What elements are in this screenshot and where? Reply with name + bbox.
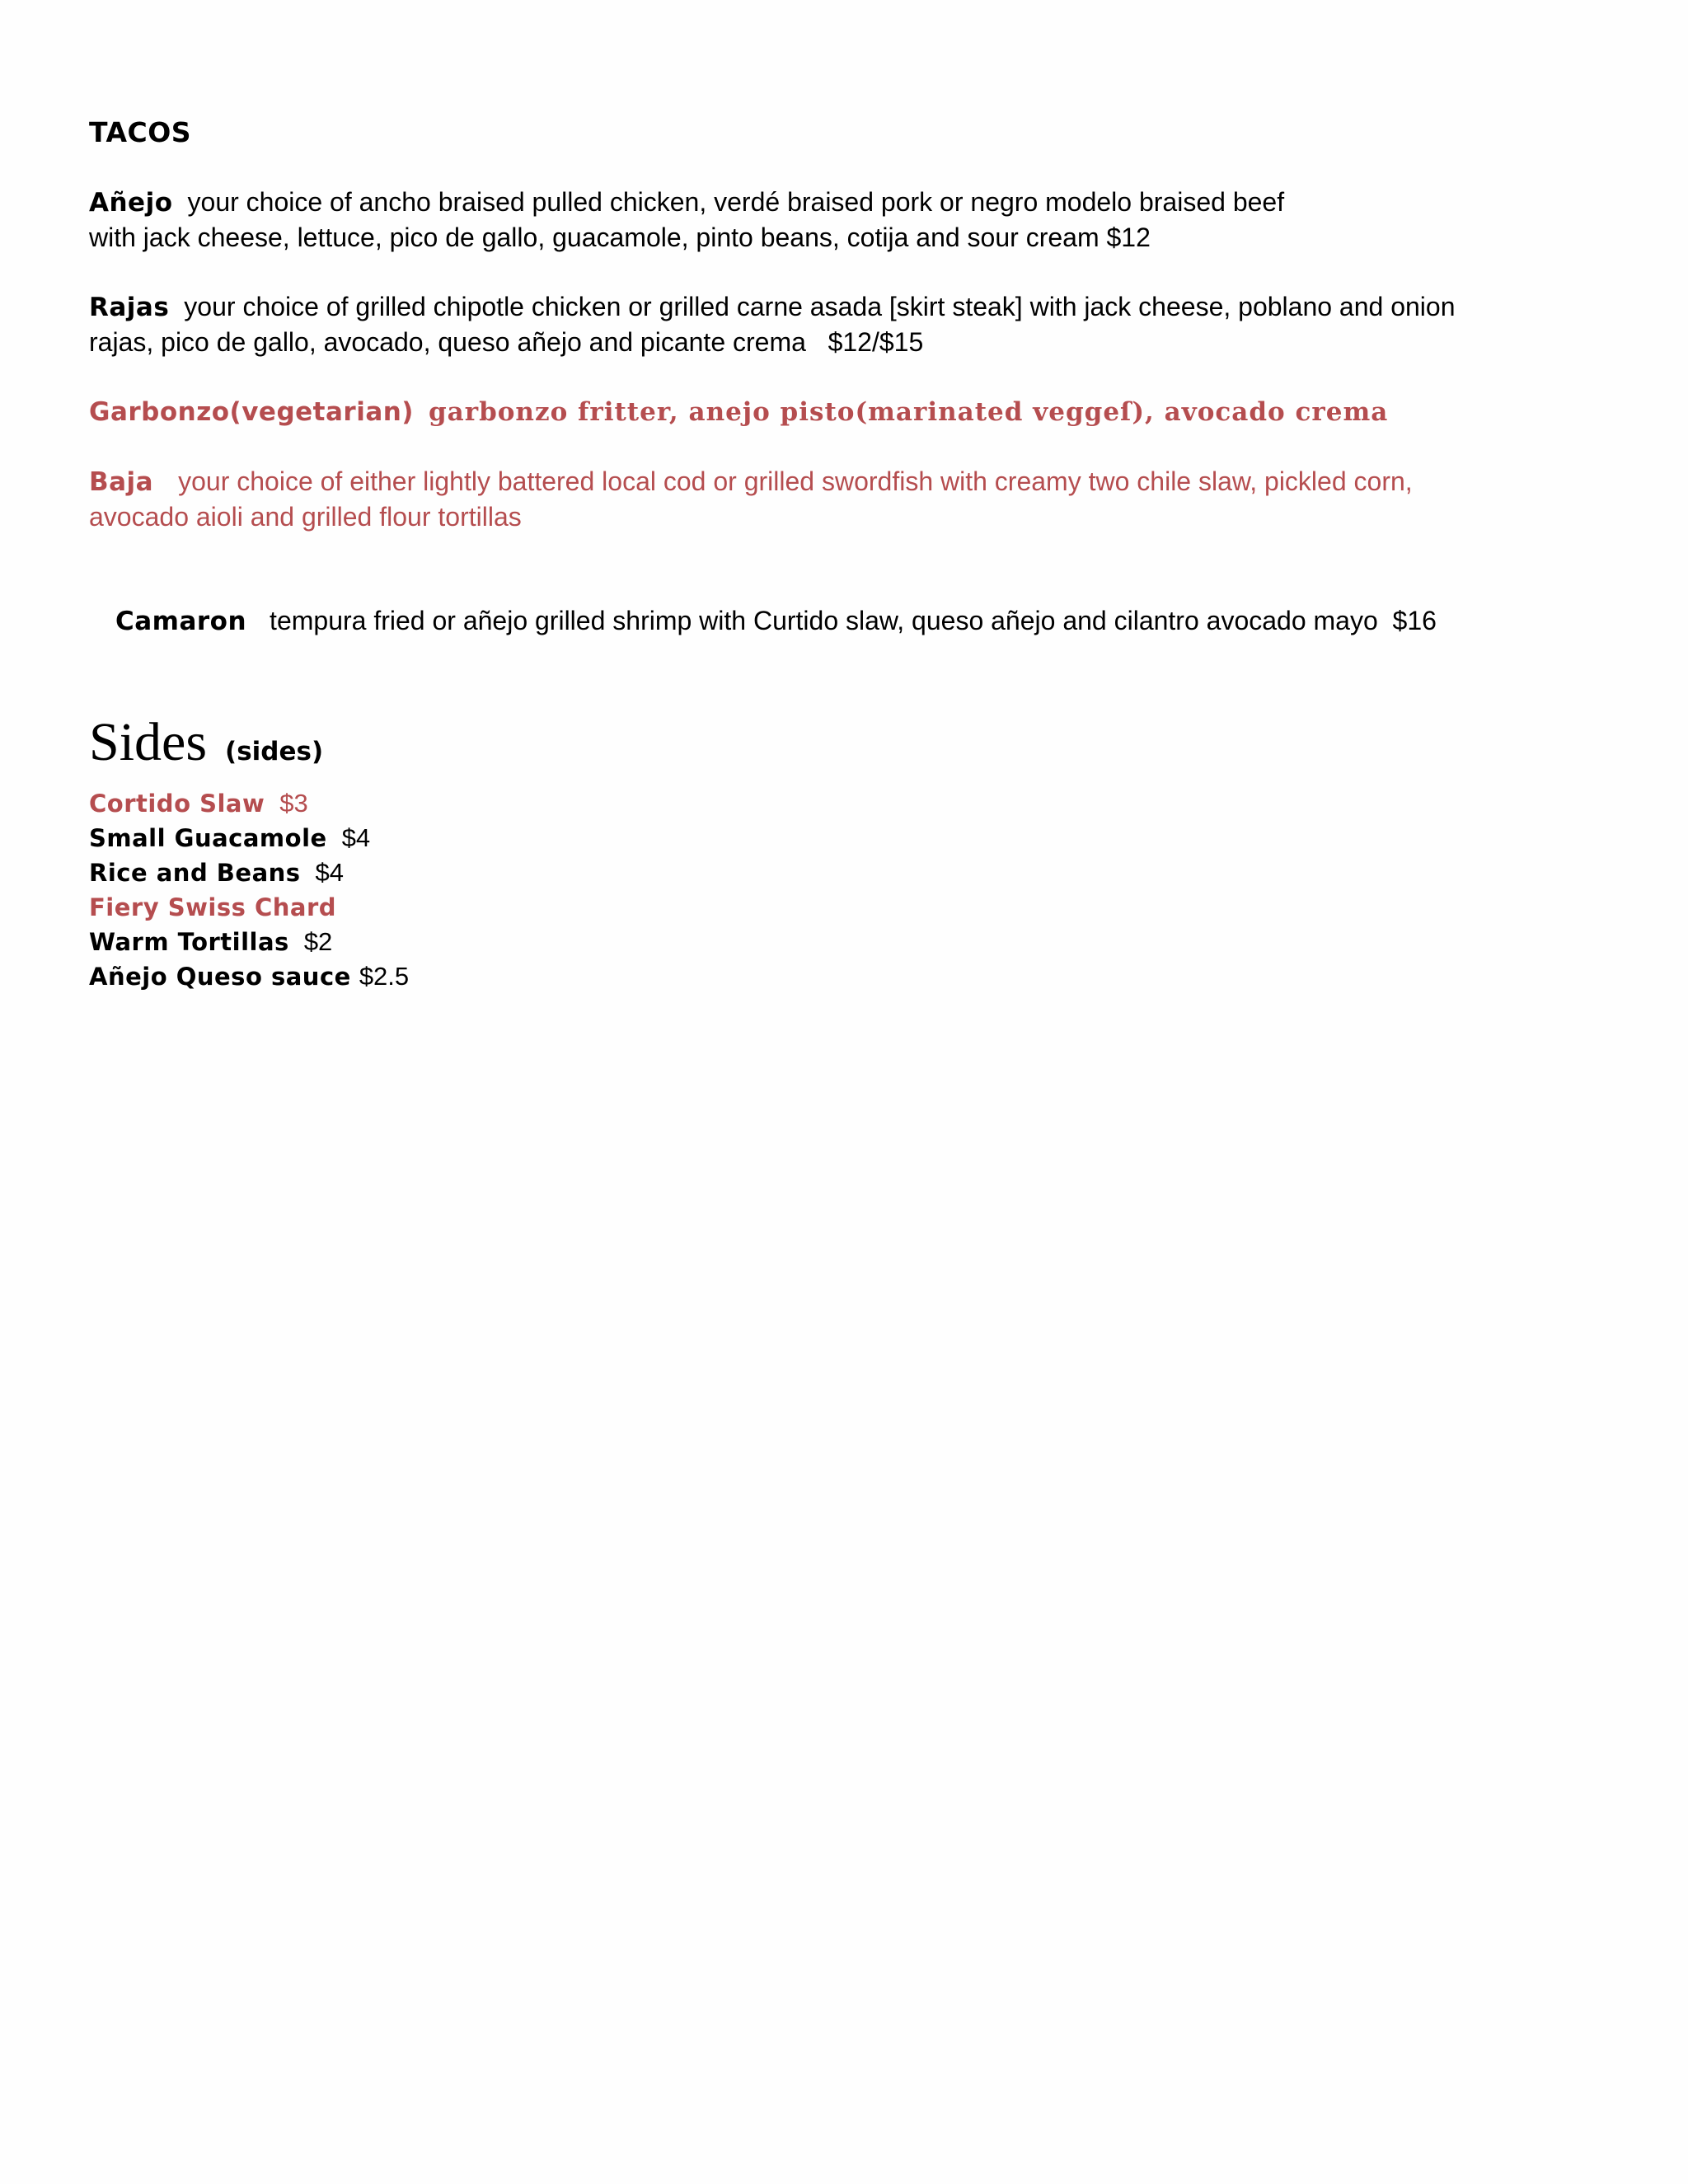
side-name: Añejo Queso sauce	[89, 963, 351, 991]
side-item-small-guacamole	[89, 821, 1573, 855]
item-description-line2: avocado aioli and grilled flour tortillas	[89, 502, 522, 532]
side-item-cortido-slaw	[89, 786, 1573, 821]
item-description: your choice of grilled chipotle chicken or grilled carne asada [skirt steak] with jack cheese, poblano and onion	[184, 292, 1456, 321]
item-description-line2: rajas, pico de gallo, avocado, queso añejo and picante crema $12/$15	[89, 327, 924, 357]
side-name: Rice and Beans	[89, 859, 301, 887]
sides-subtitle: (sides)	[225, 737, 324, 766]
menu-item-camaron	[89, 569, 1573, 673]
item-description: garbonzo fritter, anejo pisto(marinated veggeſ), avocado crema	[428, 397, 1389, 427]
side-name: Cortido Slaw	[89, 790, 265, 818]
item-name: Rajas	[89, 293, 170, 322]
menu-item-baja	[89, 464, 1573, 534]
sides-list	[89, 786, 1573, 994]
side-price: $2	[303, 927, 333, 956]
menu-item-rajas	[89, 289, 1573, 359]
side-name: Fiery Swiss Chard	[89, 893, 337, 921]
side-price: $4	[341, 823, 371, 852]
sides-heading	[89, 713, 1573, 786]
menu-page	[89, 115, 1573, 994]
side-price: $2.5	[359, 962, 410, 991]
tacos-heading: TACOS	[89, 116, 192, 148]
side-name: Small Guacamole	[89, 824, 327, 852]
side-item-warm-tortillas	[89, 925, 1573, 959]
item-description: your choice of ancho braised pulled chicken, verdé braised pork or negro modelo braised beef	[187, 187, 1285, 217]
menu-item-anejo	[89, 185, 1573, 255]
item-description: your choice of either lightly battered local cod or grilled swordfish with creamy two chile slaw, pickled corn,	[178, 466, 1413, 496]
item-name: Baja	[89, 467, 154, 497]
side-item-rice-and-beans	[89, 855, 1573, 890]
item-description: tempura fried or añejo grilled shrimp with Curtido slaw, queso añejo and cilantro avocado mayo $16	[270, 606, 1437, 635]
side-name: Warm Tortillas	[89, 928, 289, 956]
item-name: Garbonzo(vegetarian)	[89, 397, 414, 427]
side-item-fiery-swiss-chard	[89, 890, 1573, 925]
item-description-line2: with jack cheese, lettuce, pico de gallo, guacamole, pinto beans, cotija and sour cream $12	[89, 223, 1151, 252]
side-price: $4	[315, 858, 345, 887]
sides-title: Sides	[89, 712, 208, 772]
item-name: Camaron	[115, 607, 247, 636]
side-price: $3	[279, 789, 308, 818]
item-name: Añejo	[89, 188, 173, 218]
menu-item-garbonzo	[89, 394, 1573, 429]
side-item-anejo-queso-sauce	[89, 959, 1573, 994]
